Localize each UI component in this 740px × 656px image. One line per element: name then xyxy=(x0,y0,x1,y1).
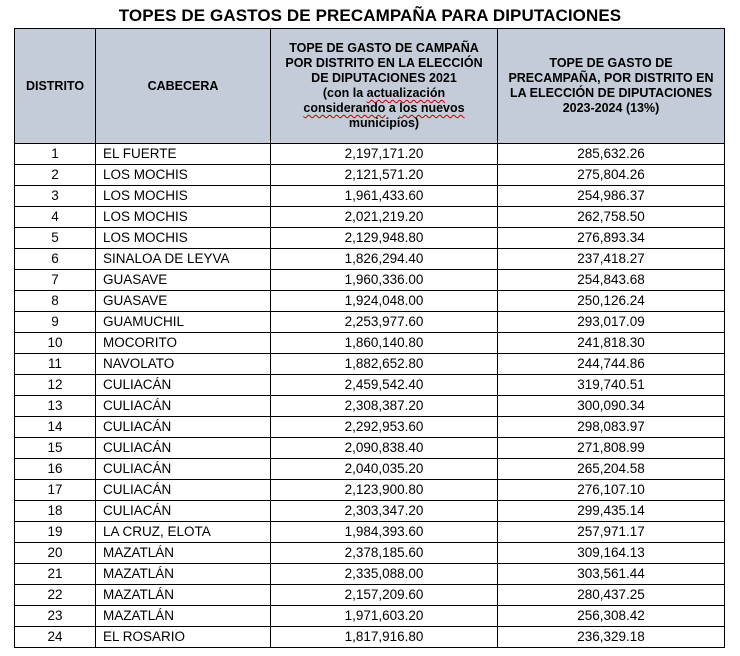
precampana-cell: 244,744.86 xyxy=(498,354,725,375)
cabecera-cell: LOS MOCHIS xyxy=(96,207,271,228)
campana-cell: 1,960,336.00 xyxy=(271,270,498,291)
campana-cell: 2,308,387.20 xyxy=(271,396,498,417)
distrito-cell: 7 xyxy=(15,270,96,291)
precampana-cell: 254,843.68 xyxy=(498,270,725,291)
precampana-cell: 257,971.17 xyxy=(498,522,725,543)
table-row xyxy=(15,480,725,501)
precampana-cell: 319,740.51 xyxy=(498,375,725,396)
header-tope-campana-line2a: (con la xyxy=(322,86,367,100)
spending-limits-table xyxy=(14,28,725,648)
precampana-cell: 280,437.25 xyxy=(498,585,725,606)
cabecera-cell: MAZATLÁN xyxy=(96,543,271,564)
table-row xyxy=(15,228,725,249)
table-row xyxy=(15,375,725,396)
campana-cell: 1,971,603.20 xyxy=(271,606,498,627)
campana-cell: 2,292,953.60 xyxy=(271,417,498,438)
precampana-cell: 250,126.24 xyxy=(498,291,725,312)
precampana-cell: 271,808.99 xyxy=(498,438,725,459)
table-row xyxy=(15,396,725,417)
distrito-cell: 19 xyxy=(15,522,96,543)
table-row xyxy=(15,333,725,354)
distrito-cell: 18 xyxy=(15,501,96,522)
header-tope-campana-line3a: considerando xyxy=(303,101,386,115)
campana-cell: 2,129,948.80 xyxy=(271,228,498,249)
table-row xyxy=(15,312,725,333)
table-row xyxy=(15,144,725,165)
precampana-cell: 241,818.30 xyxy=(498,333,725,354)
table-row xyxy=(15,291,725,312)
cabecera-cell: NAVOLATO xyxy=(96,354,271,375)
cabecera-cell: CULIACÁN xyxy=(96,417,271,438)
cabecera-cell: SINALOA DE LEYVA xyxy=(96,249,271,270)
table-row xyxy=(15,501,725,522)
cabecera-cell: EL ROSARIO xyxy=(96,627,271,648)
precampana-cell: 293,017.09 xyxy=(498,312,725,333)
precampana-cell: 237,418.27 xyxy=(498,249,725,270)
distrito-cell: 20 xyxy=(15,543,96,564)
precampana-cell: 276,893.34 xyxy=(498,228,725,249)
cabecera-cell: CULIACÁN xyxy=(96,480,271,501)
precampana-cell: 262,758.50 xyxy=(498,207,725,228)
precampana-cell: 256,308.42 xyxy=(498,606,725,627)
table-row xyxy=(15,186,725,207)
cabecera-cell: EL FUERTE xyxy=(96,144,271,165)
distrito-cell: 21 xyxy=(15,564,96,585)
cabecera-cell: CULIACÁN xyxy=(96,396,271,417)
campana-cell: 2,121,571.20 xyxy=(271,165,498,186)
cabecera-cell: GUASAVE xyxy=(96,270,271,291)
table-row xyxy=(15,249,725,270)
campana-cell: 2,123,900.80 xyxy=(271,480,498,501)
campana-cell: 2,090,838.40 xyxy=(271,438,498,459)
table-row xyxy=(15,543,725,564)
campana-cell: 2,021,219.20 xyxy=(271,207,498,228)
table-row xyxy=(15,438,725,459)
distrito-cell: 24 xyxy=(15,627,96,648)
cabecera-cell: CULIACÁN xyxy=(96,459,271,480)
distrito-cell: 2 xyxy=(15,165,96,186)
header-tope-campana-line3b: a xyxy=(385,101,400,115)
table-row xyxy=(15,564,725,585)
cabecera-cell: CULIACÁN xyxy=(96,375,271,396)
precampana-cell: 309,164.13 xyxy=(498,543,725,564)
distrito-cell: 8 xyxy=(15,291,96,312)
distrito-cell: 5 xyxy=(15,228,96,249)
campana-cell: 2,303,347.20 xyxy=(271,501,498,522)
cabecera-cell: MAZATLÁN xyxy=(96,606,271,627)
campana-cell: 1,826,294.40 xyxy=(271,249,498,270)
campana-cell: 2,335,088.00 xyxy=(271,564,498,585)
campana-cell: 2,040,035.20 xyxy=(271,459,498,480)
cabecera-cell: LOS MOCHIS xyxy=(96,228,271,249)
header-tope-campana xyxy=(271,29,498,144)
precampana-cell: 275,804.26 xyxy=(498,165,725,186)
distrito-cell: 16 xyxy=(15,459,96,480)
campana-cell: 2,378,185.60 xyxy=(271,543,498,564)
cabecera-cell: MAZATLÁN xyxy=(96,585,271,606)
campana-cell: 2,459,542.40 xyxy=(271,375,498,396)
table-row xyxy=(15,585,725,606)
distrito-cell: 17 xyxy=(15,480,96,501)
campana-cell: 1,882,652.80 xyxy=(271,354,498,375)
distrito-cell: 1 xyxy=(15,144,96,165)
table-row xyxy=(15,270,725,291)
campana-cell: 2,197,171.20 xyxy=(271,144,498,165)
precampana-cell: 300,090.34 xyxy=(498,396,725,417)
campana-cell: 1,961,433.60 xyxy=(271,186,498,207)
header-distrito: DISTRITO xyxy=(15,29,96,144)
cabecera-cell: MOCORITO xyxy=(96,333,271,354)
table-row xyxy=(15,522,725,543)
campana-cell: 2,253,977.60 xyxy=(271,312,498,333)
header-row xyxy=(15,29,725,144)
distrito-cell: 22 xyxy=(15,585,96,606)
precampana-cell: 303,561.44 xyxy=(498,564,725,585)
header-tope-campana-line1: TOPE DE GASTO DE CAMPAÑA POR DISTRITO EN LA ELECCIÓN DE DIPUTACIONES 2021 xyxy=(285,41,483,85)
distrito-cell: 9 xyxy=(15,312,96,333)
distrito-cell: 10 xyxy=(15,333,96,354)
distrito-cell: 12 xyxy=(15,375,96,396)
cabecera-cell: LOS MOCHIS xyxy=(96,186,271,207)
table-row xyxy=(15,207,725,228)
campana-cell: 1,984,393.60 xyxy=(271,522,498,543)
distrito-cell: 14 xyxy=(15,417,96,438)
header-tope-precampana xyxy=(498,29,725,144)
distrito-cell: 11 xyxy=(15,354,96,375)
cabecera-cell: LA CRUZ, ELOTA xyxy=(96,522,271,543)
table-row xyxy=(15,417,725,438)
cabecera-cell: GUAMUCHIL xyxy=(96,312,271,333)
precampana-cell: 298,083.97 xyxy=(498,417,725,438)
header-tope-precampana-text: TOPE DE GASTO DE PRECAMPAÑA, POR DISTRITO EN LA ELECCIÓN DE DIPUTACIONES 2023-2024 (13%) xyxy=(508,56,714,115)
table-row xyxy=(15,627,725,648)
table-row xyxy=(15,165,725,186)
header-tope-campana-line3c: los nuevos xyxy=(399,101,465,115)
cabecera-cell: GUASAVE xyxy=(96,291,271,312)
campana-cell: 1,924,048.00 xyxy=(271,291,498,312)
precampana-cell: 299,435.14 xyxy=(498,501,725,522)
table-row xyxy=(15,459,725,480)
cabecera-cell: MAZATLÁN xyxy=(96,564,271,585)
cabecera-cell: CULIACÁN xyxy=(96,501,271,522)
precampana-cell: 285,632.26 xyxy=(498,144,725,165)
precampana-cell: 276,107.10 xyxy=(498,480,725,501)
precampana-cell: 236,329.18 xyxy=(498,627,725,648)
campana-cell: 1,817,916.80 xyxy=(271,627,498,648)
campana-cell: 1,860,140.80 xyxy=(271,333,498,354)
header-tope-campana-line4: municipios) xyxy=(348,116,420,130)
distrito-cell: 23 xyxy=(15,606,96,627)
document-title: TOPES DE GASTOS DE PRECAMPAÑA PARA DIPUTACIONES xyxy=(118,6,622,25)
campana-cell: 2,157,209.60 xyxy=(271,585,498,606)
header-tope-campana-line2b: actualización xyxy=(366,86,446,100)
distrito-cell: 13 xyxy=(15,396,96,417)
precampana-cell: 254,986.37 xyxy=(498,186,725,207)
table-row xyxy=(15,606,725,627)
precampana-cell: 265,204.58 xyxy=(498,459,725,480)
distrito-cell: 4 xyxy=(15,207,96,228)
table-row xyxy=(15,354,725,375)
header-cabecera: CABECERA xyxy=(96,29,271,144)
table-body xyxy=(15,144,725,648)
distrito-cell: 15 xyxy=(15,438,96,459)
distrito-cell: 3 xyxy=(15,186,96,207)
distrito-cell: 6 xyxy=(15,249,96,270)
cabecera-cell: LOS MOCHIS xyxy=(96,165,271,186)
cabecera-cell: CULIACÁN xyxy=(96,438,271,459)
